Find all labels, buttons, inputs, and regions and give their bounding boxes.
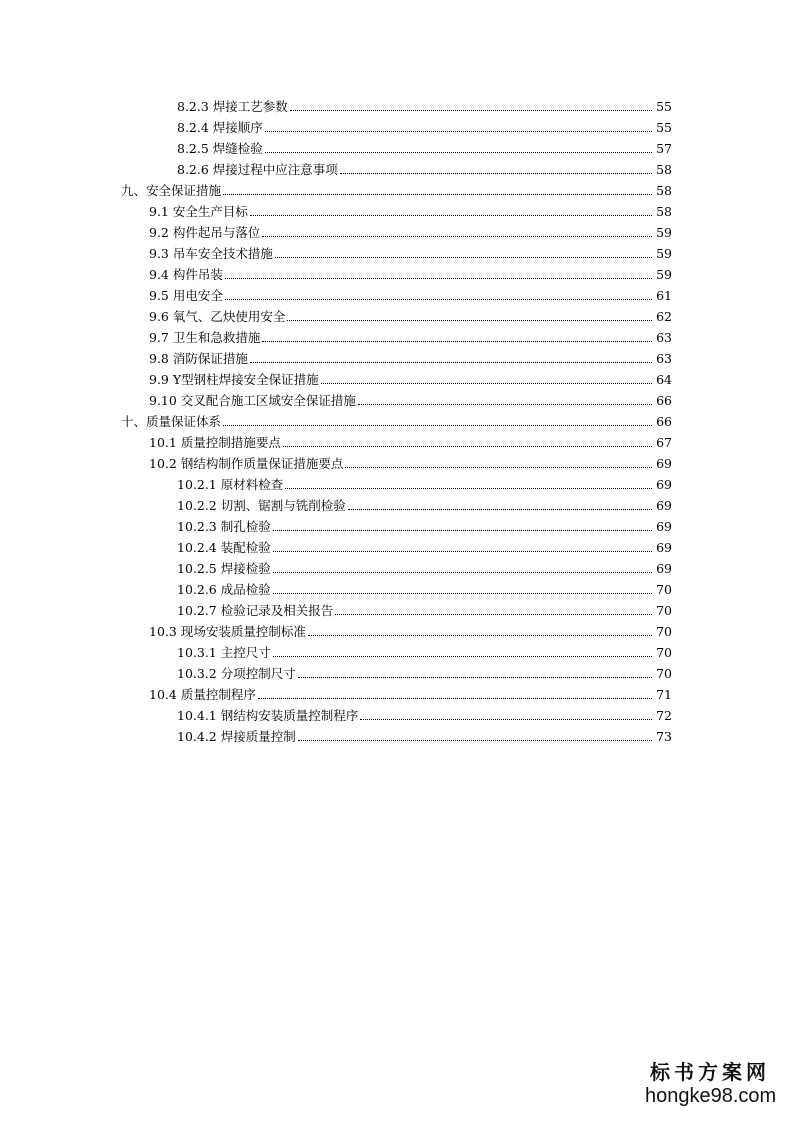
toc-dot-leader: [265, 152, 652, 153]
toc-dot-leader: [250, 362, 652, 363]
toc-entry-page-number: 70: [656, 624, 672, 639]
toc-entry-number: 九、: [121, 183, 147, 198]
toc-entry-title: 切割、锯割与铣削检验: [220, 498, 346, 513]
toc-entry-page-number: 72: [656, 708, 672, 723]
toc-entry-number: 10.3.1: [177, 645, 217, 660]
toc-entry-title: 现场安装质量控制标准: [180, 624, 306, 639]
toc-entry-page-number: 69: [656, 498, 672, 513]
toc-entry-number: 8.2.4: [177, 120, 209, 135]
toc-entry-title: 分项控制尺寸: [220, 666, 296, 681]
toc-entry-number: 9.9: [149, 372, 169, 387]
toc-dot-leader: [262, 236, 652, 237]
toc-entry[interactable]: [0, 620, 793, 641]
toc-entry-title: 检验记录及相关报告: [220, 603, 334, 618]
toc-entry-page-number: 66: [656, 393, 672, 408]
toc-entry[interactable]: [0, 368, 793, 389]
toc-entry-title: 构件吊装: [172, 267, 223, 282]
toc-entry[interactable]: [0, 305, 793, 326]
toc-dot-leader: [345, 467, 652, 468]
toc-entry-title: 质量保证体系: [146, 414, 222, 429]
toc-entry-page-number: 59: [656, 246, 672, 261]
toc-dot-leader: [273, 530, 652, 531]
toc-entry-page-number: 70: [656, 666, 672, 681]
toc-entry-page-number: 70: [656, 603, 672, 618]
toc-dot-leader: [250, 215, 652, 216]
toc-entry[interactable]: [0, 179, 793, 200]
toc-entry[interactable]: [0, 662, 793, 683]
toc-entry-title: 卫生和急救措施: [172, 330, 261, 345]
toc-dot-leader: [358, 404, 652, 405]
toc-entry[interactable]: [0, 158, 793, 179]
toc-entry-page-number: 58: [656, 204, 672, 219]
toc-entry[interactable]: [0, 683, 793, 704]
toc-entry[interactable]: [0, 452, 793, 473]
toc-entry-title: 交叉配合施工区域安全保证措施: [180, 393, 356, 408]
toc-entry-title: 焊接过程中应注意事项: [212, 162, 338, 177]
toc-entry-number: 9.2: [149, 225, 169, 240]
toc-entry-title: 焊接工艺参数: [212, 99, 288, 114]
toc-entry-page-number: 70: [656, 645, 672, 660]
toc-dot-leader: [308, 635, 652, 636]
toc-entry-title: 主控尺寸: [220, 645, 271, 660]
toc-dot-leader: [225, 299, 652, 300]
toc-entry-number: 9.6: [149, 309, 169, 324]
toc-entry-number: 10.2.2: [177, 498, 217, 513]
toc-entry-number: 10.2.4: [177, 540, 217, 555]
toc-entry-number: 10.2.6: [177, 582, 217, 597]
toc-entry[interactable]: [0, 515, 793, 536]
toc-entry[interactable]: [0, 242, 793, 263]
toc-dot-leader: [340, 173, 652, 174]
toc-entry-page-number: 73: [656, 729, 672, 744]
toc-entry-page-number: 55: [656, 120, 672, 135]
toc-dot-leader: [283, 446, 652, 447]
toc-entry-number: 8.2.6: [177, 162, 209, 177]
toc-dot-leader: [225, 278, 652, 279]
toc-entry-number: 10.2.1: [177, 477, 217, 492]
toc-entry[interactable]: [0, 536, 793, 557]
toc-entry-page-number: 57: [656, 141, 672, 156]
toc-entry-title: 消防保证措施: [172, 351, 248, 366]
toc-entry[interactable]: [0, 221, 793, 242]
toc-dot-leader: [273, 572, 652, 573]
toc-entry-page-number: 63: [656, 351, 672, 366]
toc-entry-page-number: 69: [656, 456, 672, 471]
toc-entry-number: 10.3: [149, 624, 177, 639]
toc-entry-number: 十、: [121, 414, 147, 429]
toc-entry-number: 9.10: [149, 393, 177, 408]
toc-dot-leader: [262, 341, 652, 342]
toc-entry[interactable]: [0, 725, 793, 746]
toc-entry-title: 质量控制措施要点: [180, 435, 281, 450]
toc-entry[interactable]: [0, 284, 793, 305]
toc-entry-title: 焊接检验: [220, 561, 271, 576]
toc-entry[interactable]: [0, 494, 793, 515]
toc-entry-title: 成品检验: [220, 582, 271, 597]
toc-entry[interactable]: [0, 347, 793, 368]
toc-entry-title: 钢结构安装质量控制程序: [220, 708, 359, 723]
toc-dot-leader: [273, 593, 652, 594]
toc-entry-number: 10.4: [149, 687, 177, 702]
toc-dot-leader: [265, 131, 652, 132]
toc-dot-leader: [321, 383, 652, 384]
toc-entry[interactable]: [0, 410, 793, 431]
toc-entry[interactable]: [0, 641, 793, 662]
toc-entry[interactable]: [0, 263, 793, 284]
toc-dot-leader: [258, 698, 652, 699]
toc-entry-title: 质量控制程序: [180, 687, 256, 702]
toc-entry-page-number: 62: [656, 309, 672, 324]
toc-entry-title: 焊缝检验: [212, 141, 263, 156]
toc-dot-leader: [275, 257, 652, 258]
toc-entry[interactable]: [0, 326, 793, 347]
toc-entry-title: 制孔检验: [220, 519, 271, 534]
toc-entry-page-number: 69: [656, 540, 672, 555]
toc-entry-page-number: 69: [656, 561, 672, 576]
toc-entry-number: 9.1: [149, 204, 169, 219]
toc-dot-leader: [335, 614, 652, 615]
toc-entry-number: 10.2: [149, 456, 177, 471]
toc-entry-title: 安全生产目标: [172, 204, 248, 219]
toc-entry-number: 9.4: [149, 267, 169, 282]
toc-entry-page-number: 58: [656, 183, 672, 198]
toc-entry[interactable]: [0, 95, 793, 116]
toc-dot-leader: [298, 740, 652, 741]
toc-entry-number: 10.2.7: [177, 603, 217, 618]
toc-entry-page-number: 58: [656, 162, 672, 177]
toc-dot-leader: [223, 425, 652, 426]
toc-dot-leader: [360, 719, 652, 720]
toc-dot-leader: [273, 551, 652, 552]
toc-entry-page-number: 69: [656, 477, 672, 492]
table-of-contents: [0, 95, 793, 746]
toc-entry-title: 吊车安全技术措施: [172, 246, 273, 261]
toc-entry-page-number: 69: [656, 519, 672, 534]
toc-entry-page-number: 66: [656, 414, 672, 429]
toc-entry-number: 10.2.5: [177, 561, 217, 576]
watermark-chinese-text: 标书方案网: [650, 1060, 770, 1084]
toc-entry[interactable]: [0, 116, 793, 137]
toc-dot-leader: [285, 488, 652, 489]
toc-entry-number: 10.1: [149, 435, 177, 450]
toc-dot-leader: [348, 509, 652, 510]
toc-entry-number: 9.3: [149, 246, 169, 261]
toc-entry[interactable]: [0, 557, 793, 578]
toc-dot-leader: [298, 677, 652, 678]
toc-entry-number: 9.7: [149, 330, 169, 345]
toc-entry-title: 用电安全: [172, 288, 223, 303]
toc-entry-title: 原材料检查: [220, 477, 284, 492]
toc-entry-page-number: 64: [656, 372, 672, 387]
toc-entry-title: Y型钢柱焊接安全保证措施: [172, 372, 319, 387]
toc-dot-leader: [223, 194, 652, 195]
toc-entry-page-number: 61: [656, 288, 672, 303]
toc-entry[interactable]: [0, 704, 793, 725]
toc-dot-leader: [273, 656, 652, 657]
toc-entry-page-number: 63: [656, 330, 672, 345]
toc-entry-number: 8.2.5: [177, 141, 209, 156]
toc-entry-title: 焊接质量控制: [220, 729, 296, 744]
toc-entry-number: 9.5: [149, 288, 169, 303]
toc-entry[interactable]: [0, 389, 793, 410]
toc-entry-number: 10.4.1: [177, 708, 217, 723]
toc-entry-page-number: 71: [656, 687, 672, 702]
watermark-logo: [645, 1060, 775, 1108]
toc-entry-number: 10.2.3: [177, 519, 217, 534]
toc-entry-page-number: 67: [656, 435, 672, 450]
toc-dot-leader: [290, 110, 652, 111]
toc-entry-number: 9.8: [149, 351, 169, 366]
toc-entry-number: 10.4.2: [177, 729, 217, 744]
toc-entry-title: 氧气、乙炔使用安全: [172, 309, 286, 324]
toc-entry[interactable]: [0, 599, 793, 620]
toc-entry[interactable]: [0, 431, 793, 452]
toc-entry-title: 构件起吊与落位: [172, 225, 261, 240]
toc-entry-title: 装配检验: [220, 540, 271, 555]
toc-entry-page-number: 59: [656, 267, 672, 282]
toc-entry-page-number: 70: [656, 582, 672, 597]
watermark-url-text: hongke98.com: [645, 1085, 777, 1107]
toc-entry-number: 8.2.3: [177, 99, 209, 114]
toc-entry[interactable]: [0, 473, 793, 494]
toc-entry-title: 焊接顺序: [212, 120, 263, 135]
toc-entry[interactable]: [0, 137, 793, 158]
toc-dot-leader: [287, 320, 652, 321]
toc-entry-page-number: 55: [656, 99, 672, 114]
toc-entry[interactable]: [0, 200, 793, 221]
toc-entry-title: 钢结构制作质量保证措施要点: [180, 456, 344, 471]
toc-entry[interactable]: [0, 578, 793, 599]
toc-entry-number: 10.3.2: [177, 666, 217, 681]
toc-entry-title: 安全保证措施: [146, 183, 222, 198]
toc-entry-page-number: 59: [656, 225, 672, 240]
